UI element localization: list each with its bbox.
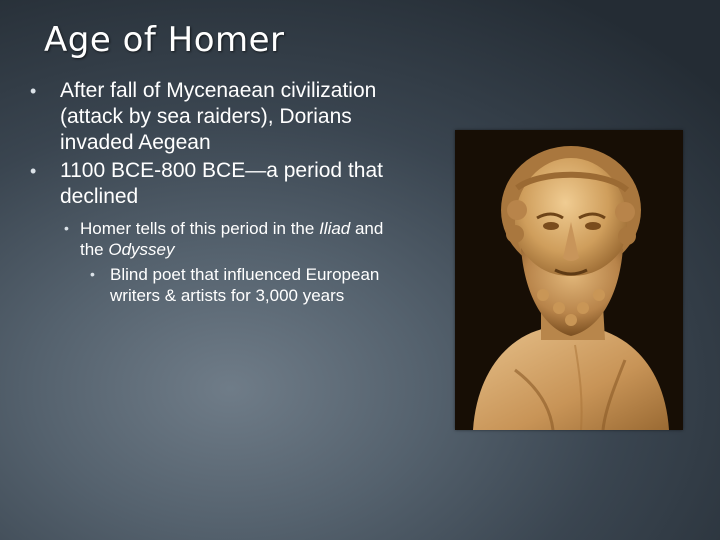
bullet-marker: • (90, 266, 95, 282)
sub-bullet-item (30, 218, 400, 260)
bullet-item (30, 158, 400, 210)
sub-sub-bullet-item (30, 264, 400, 306)
book-title-odyssey: Odyssey (108, 240, 175, 259)
book-title-iliad: Iliad (319, 219, 351, 238)
bullet-marker: • (30, 81, 37, 101)
bullet-list (30, 78, 400, 306)
bullet-text: After fall of Mycenaean civilization (attack by sea raiders), Dorians invaded Aegean (60, 79, 377, 154)
homer-bust-illustration (455, 130, 683, 430)
bullet-marker: • (64, 220, 69, 236)
homer-bust-image (455, 130, 683, 430)
sub-bullet-text (80, 219, 383, 259)
bullet-item (30, 78, 400, 156)
text-run: Homer tells of this period in the (80, 219, 320, 238)
slide-title: Age of Homer (44, 20, 285, 60)
text-run: and the (80, 219, 384, 259)
sub-sub-bullet-text: Blind poet that influenced European writers & artists for 3,000 years (110, 265, 380, 305)
bullet-marker: • (30, 161, 37, 181)
bullet-text: 1100 BCE-800 BCE—a period that declined (60, 159, 383, 208)
